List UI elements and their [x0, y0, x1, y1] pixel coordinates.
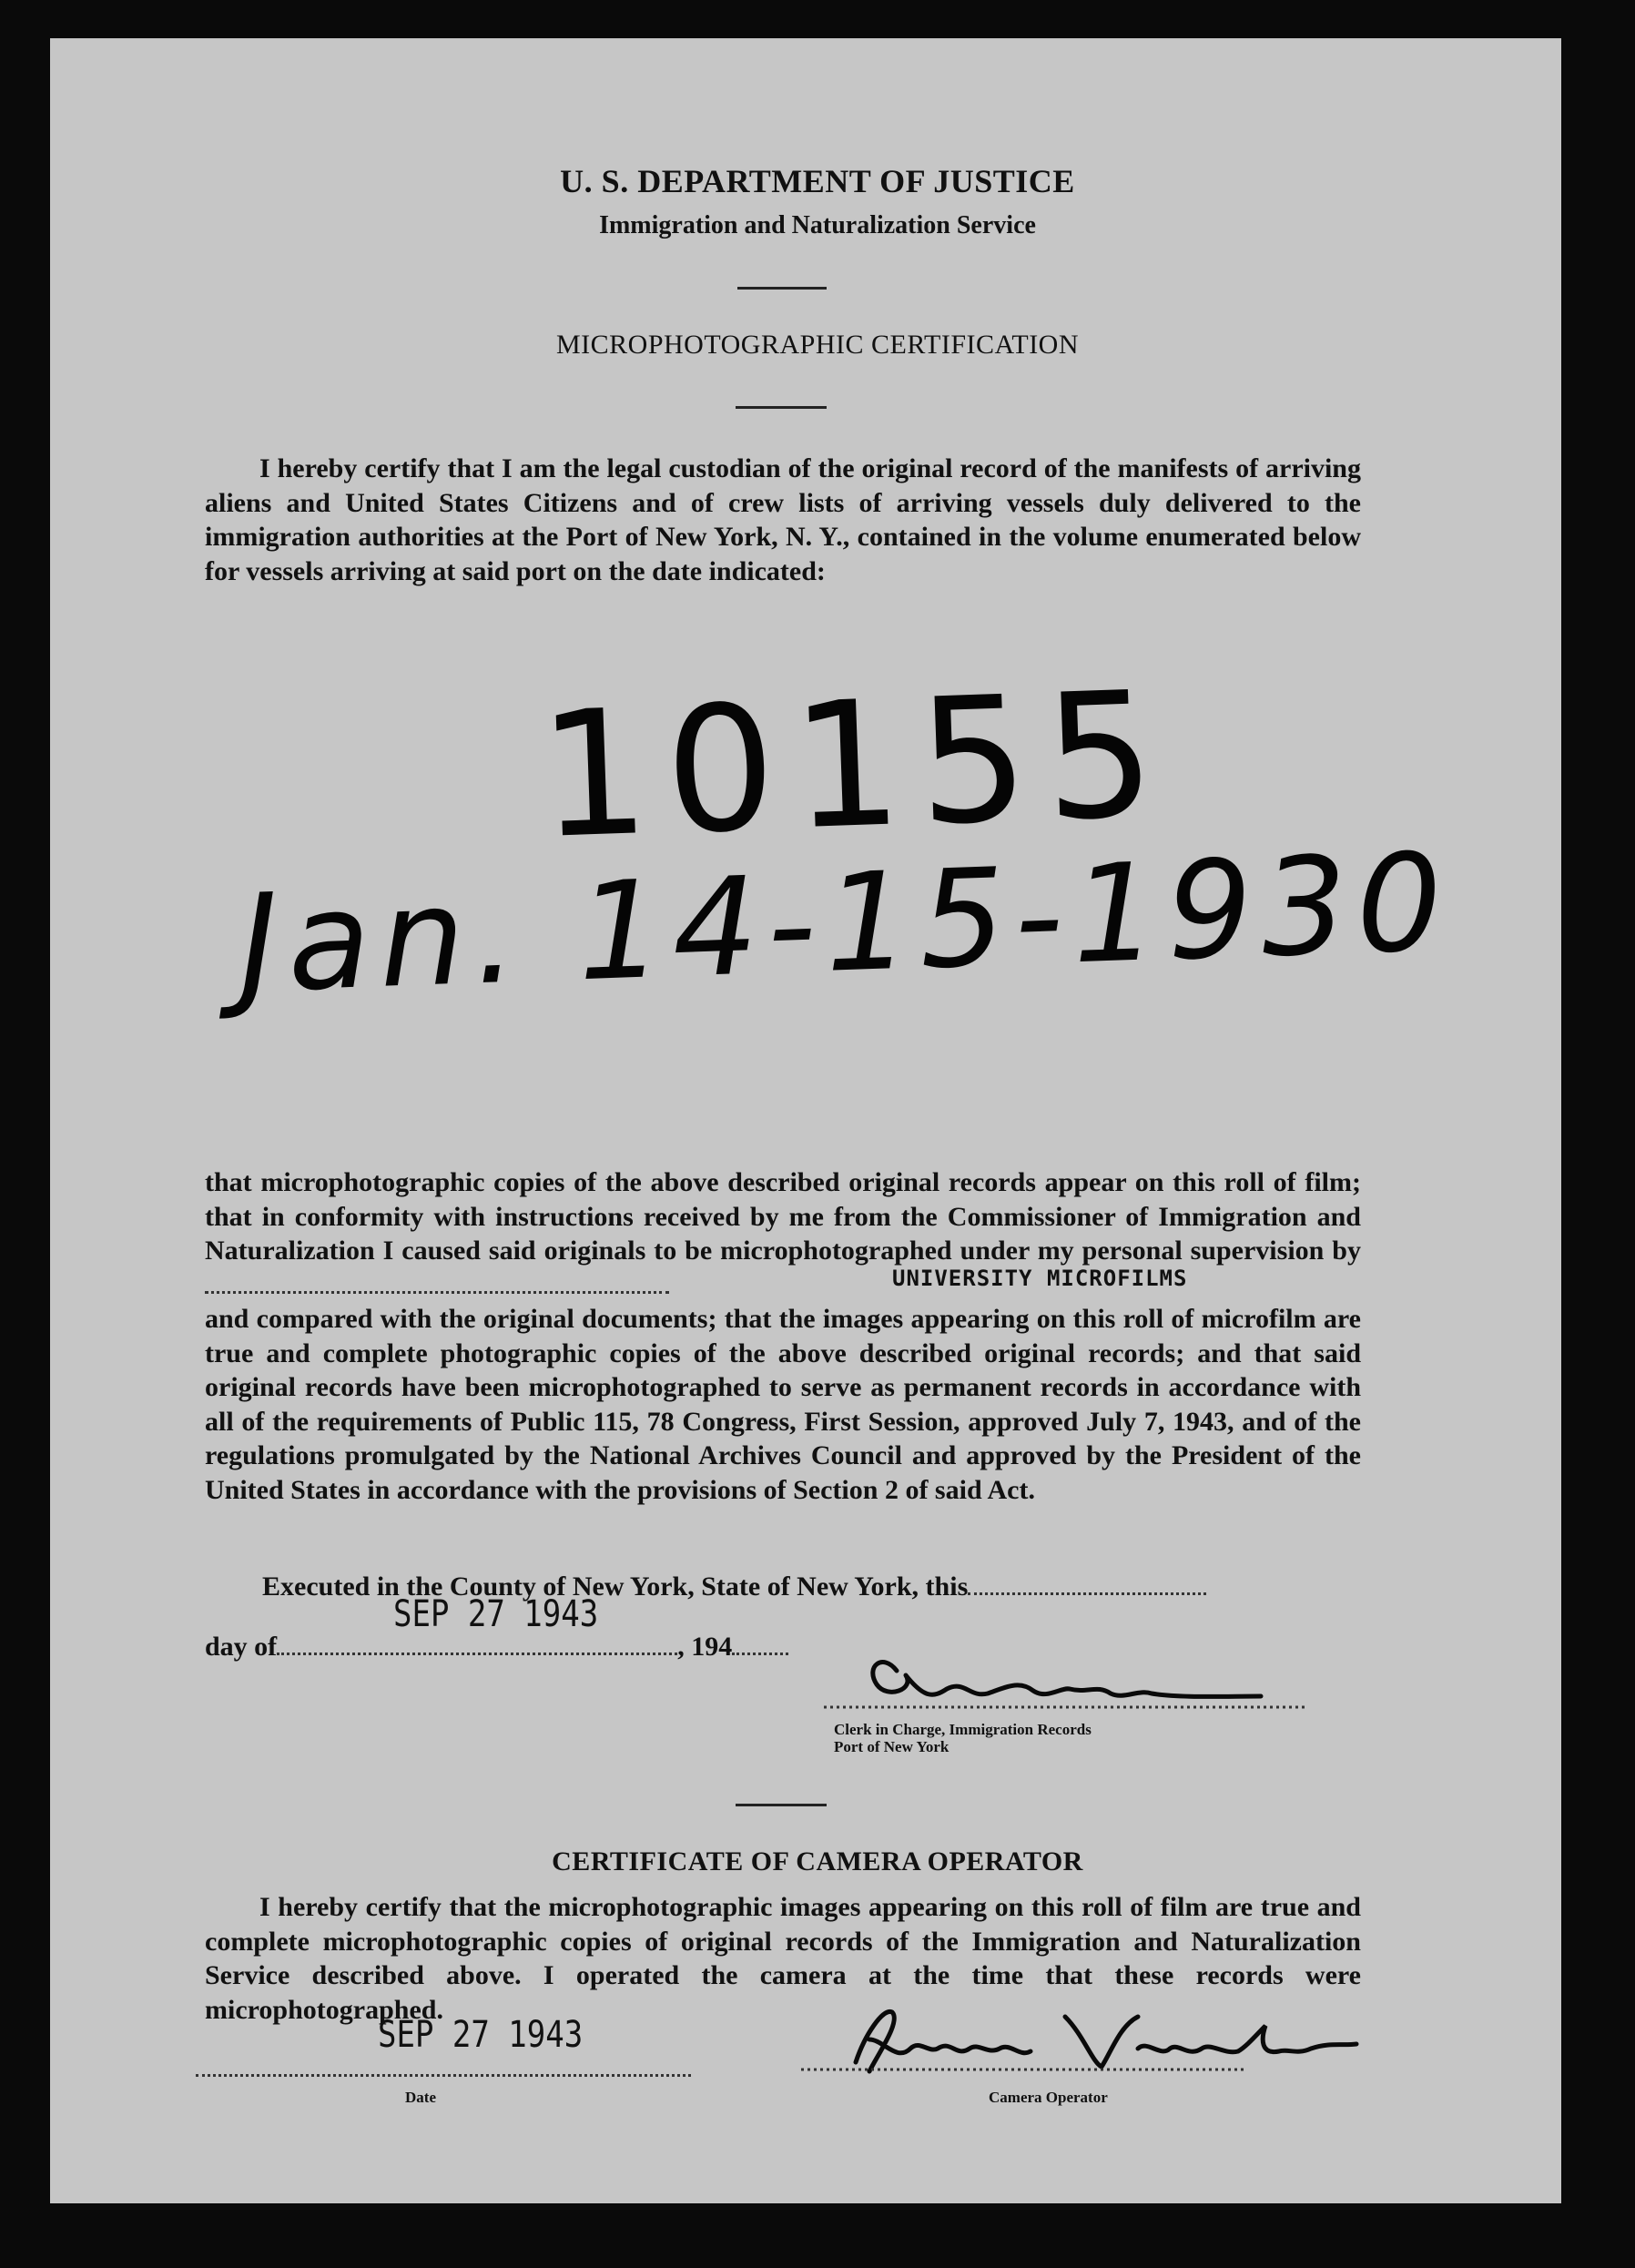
divider	[736, 1804, 827, 1806]
certification-intro: I hereby certify that I am the legal custodian of the original record of the manifests of arriving aliens and United States Citizens and of crew lists of arriving vessels duly delivered to the immigration authorities at the Port of New York, N. Y., contained in the volume enumerated below for vessels arriving at said port on the date indicated:	[205, 453, 1361, 586]
executed-day-field	[968, 1576, 1206, 1595]
form-title: MICROPHOTOGRAPHIC CERTIFICATION	[555, 330, 1080, 360]
department-title: U. S. DEPARTMENT OF JUSTICE	[560, 163, 1075, 199]
executed-text: Executed in the County of New York, State of New York, this	[262, 1571, 969, 1602]
divider	[736, 406, 827, 409]
supervisor-stamp: UNIVERSITY MICROFILMS	[892, 1266, 1188, 1291]
certificate-sheet	[50, 38, 1561, 2203]
certification-body	[205, 1165, 1361, 1507]
certification-body-part2: and compared with the original documents; that the images appearing on this roll of microfilm are true and complete photographic copies of the above described original records; and that said original records have been microphotographed to serve as permanent records in accordance with all of the requirements of Public 115, 78 Congress, First Session, approved July 7, 1943, and of the regulations promulgated by the National Archives Council and approved by the President of the United States in accordance with the provisions of Section 2 of said Act.	[205, 1304, 1361, 1505]
day-of-label: day of	[205, 1632, 278, 1662]
arrival-date-handwritten: Jan. 14-15-1930	[236, 823, 1454, 1023]
executed-date-stamp: SEP 27 1943	[393, 1593, 599, 1635]
date-label: Date	[405, 2089, 436, 2106]
date-field	[196, 2065, 691, 2077]
day-of-field	[277, 1636, 677, 1655]
divider	[737, 287, 827, 290]
day-of-line	[205, 1632, 788, 1663]
volume-number-handwritten: 10155	[535, 653, 1175, 878]
service-subtitle: Immigration and Naturalization Service	[599, 211, 1036, 239]
camera-operator-heading: CERTIFICATE OF CAMERA OPERATOR	[552, 1846, 1083, 1876]
operator-signature	[792, 1998, 1375, 2080]
supervisor-field	[205, 1271, 669, 1294]
operator-date-stamp: SEP 27 1943	[378, 2014, 584, 2056]
year-field	[732, 1636, 788, 1655]
operator-label: Camera Operator	[989, 2089, 1108, 2106]
clerk-signature	[797, 1643, 1343, 1716]
camera-operator-text: I hereby certify that the microphotographic images appearing on this roll of film are true and complete microphotographic copies of original records of the Immigration and Naturalization Service described above. I operated the camera at the time that these records were microphotographed.	[205, 1892, 1361, 2025]
year-prefix: , 194	[677, 1632, 733, 1662]
clerk-title: Clerk in Charge, Immigration Records Port of New York	[834, 1721, 1092, 1755]
certification-body-part1: that microphotographic copies of the above described original records appear on this roll of film; that in conformity with instructions received by me from the Commissioner of Immigration and Naturalization I caused said originals to be microphotographed under my personal supervision by	[205, 1167, 1361, 1266]
